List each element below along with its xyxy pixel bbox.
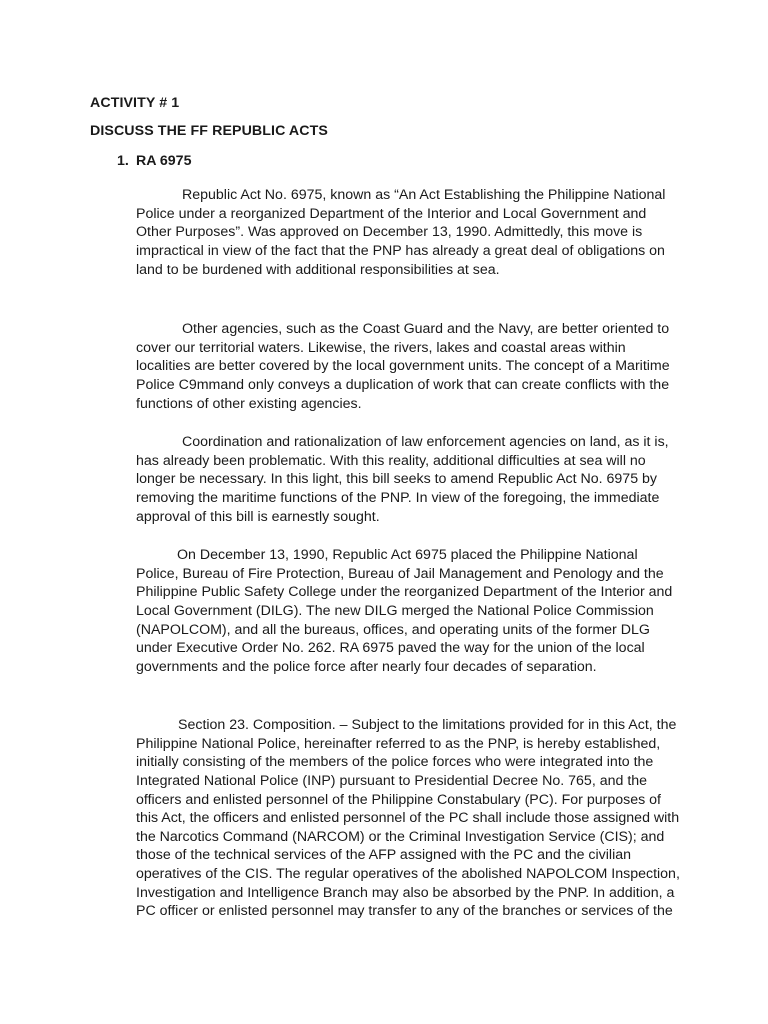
paragraph-text: On December 13, 1990, Republic Act 6975 placed the Philippine National Police, Bureau of Fire Protection, Bureau of Jail Management and Penology and the Philippine Public Safety College under the reorganized Department of the Interior and Local Government (DILG). The new DILG merged the National Police Commission (NAPOLCOM), and all the bureaus, offices, and operating units of the former DLG under Executive Order No. 262. RA 6975 paved the way for the union of the local governments and the police force after nearly four decades of separation.: [136, 547, 673, 675]
paragraph: [136, 419, 684, 540]
paragraph: [136, 532, 684, 691]
paragraph-text: Republic Act No. 6975, known as “An Act Establishing the Philippine National Police under a reorganized Department of the Interior and Local Government and Other Purposes”. Was approved on December 13, 1990. Admittedly, this move is impractical in view of the fact that the PNP has already a great deal of obligations on land to be burdened with additional responsibilities at sea.: [136, 187, 666, 278]
paragraph-text: Coordination and rationalization of law enforcement agencies on land, as it is, has already been problematic. With this reality, additional difficulties at sea will no longer be necessary. In this light, this bill seeks to amend Republic Act No. 6975 by removing the maritime functions of the PNP. In view of the foregoing, the immediate approval of this bill is earnestly sought.: [136, 434, 669, 525]
section-title: DISCUSS THE FF REPUBLIC ACTS: [90, 123, 328, 139]
list-item-number: 1.: [117, 153, 129, 169]
paragraph: [136, 702, 684, 935]
list-item-title: RA 6975: [136, 153, 192, 169]
paragraph: [136, 306, 684, 427]
paragraph-text: Section 23. Composition. – Subject to the limitations provided for in this Act, the Philippine National Police, hereinafter referred to as the PNP, is hereby established, initially consisting of the members of the police forces who were integrated into the Integrated National Police (INP) pursuant to Presidential Decree No. 765, and the officers and enlisted personnel of the Philippine Constabulary (PC). For purposes of this Act, the officers and enlisted personnel of the PC shall include those assigned with the Narcotics Command (NARCOM) or the Criminal Investigation Service (CIS); and those of the technical services of the AFP assigned with the PC and the civilian operatives of the CIS. The regular operatives of the abolished NAPOLCOM Inspection, Investigation and Intelligence Branch may also be absorbed by the PNP. In addition, a PC officer or enlisted personnel may transfer to any of the branches or services of the: [136, 717, 680, 920]
activity-title: ACTIVITY # 1: [90, 95, 180, 111]
paragraph: [136, 172, 684, 293]
paragraph-text: Other agencies, such as the Coast Guard and the Navy, are better oriented to cover our territorial waters. Likewise, the rivers, lakes and coastal areas within localities are better covered by the local government units. The concept of a Maritime Police C9mmand only conveys a duplication of work that can create conflicts with the functions of other existing agencies.: [136, 321, 670, 412]
